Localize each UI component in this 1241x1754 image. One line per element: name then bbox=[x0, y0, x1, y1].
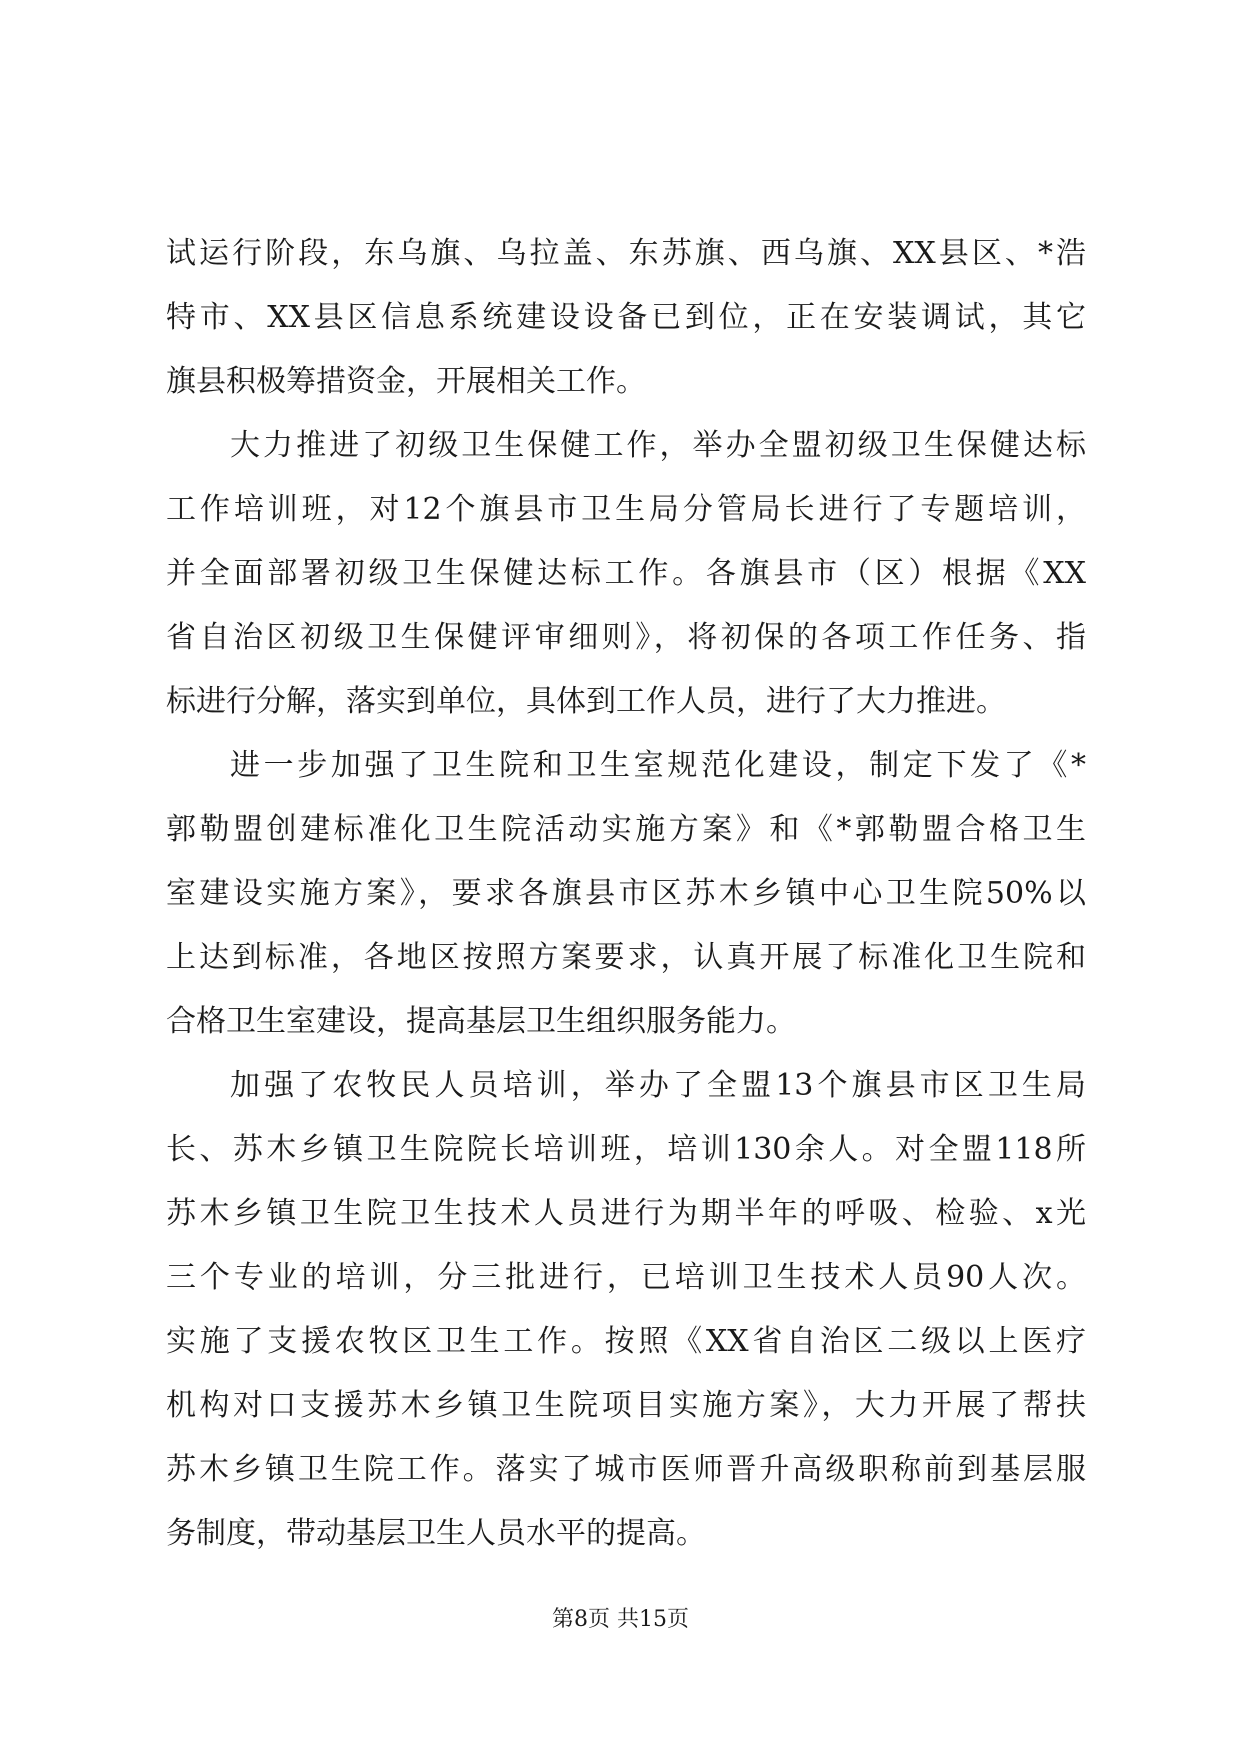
text-line: 苏木乡镇卫生院卫生技术人员进行为期半年的呼吸、检验、x光 bbox=[166, 1196, 1086, 1231]
page-footer bbox=[0, 1605, 1241, 1635]
text-line: 并全面部署初级卫生保健达标工作。各旗县市（区）根据《XX bbox=[166, 556, 1086, 591]
text-line: 合格卫生室建设，提高基层卫生组织服务能力。 bbox=[166, 1004, 796, 1039]
paragraph bbox=[166, 734, 1086, 1054]
text-line: 苏木乡镇卫生院工作。落实了城市医师晋升高级职称前到基层服 bbox=[166, 1452, 1086, 1487]
paragraph bbox=[166, 414, 1086, 734]
page-number-label: 第8页 共15页 bbox=[552, 1607, 689, 1632]
text-line: 大力推进了初级卫生保健工作，举办全盟初级卫生保健达标 bbox=[230, 428, 1086, 463]
text-line: 务制度，带动基层卫生人员水平的提高。 bbox=[166, 1516, 706, 1551]
text-line: 上达到标准，各地区按照方案要求，认真开展了标准化卫生院和 bbox=[166, 940, 1086, 975]
text-line: 实施了支援农牧区卫生工作。按照《XX省自治区二级以上医疗 bbox=[166, 1324, 1086, 1359]
paragraph bbox=[166, 222, 1086, 414]
paragraph bbox=[166, 1054, 1086, 1566]
text-line: 机构对口支援苏木乡镇卫生院项目实施方案》，大力开展了帮扶 bbox=[166, 1388, 1086, 1423]
text-line: 三个专业的培训，分三批进行，已培训卫生技术人员90人次。 bbox=[166, 1260, 1086, 1295]
text-line: 省自治区初级卫生保健评审细则》，将初保的各项工作任务、指 bbox=[166, 620, 1086, 655]
text-line: 室建设实施方案》，要求各旗县市区苏木乡镇中心卫生院50%以 bbox=[166, 876, 1086, 911]
text-line: 加强了农牧民人员培训，举办了全盟13个旗县市区卫生局 bbox=[230, 1068, 1086, 1103]
text-line: 试运行阶段，东乌旗、乌拉盖、东苏旗、西乌旗、XX县区、*浩 bbox=[166, 236, 1086, 271]
text-line: 进一步加强了卫生院和卫生室规范化建设，制定下发了《* bbox=[230, 748, 1086, 783]
text-line: 标进行分解，落实到单位，具体到工作人员，进行了大力推进。 bbox=[166, 684, 1006, 719]
text-line: 郭勒盟创建标准化卫生院活动实施方案》和《*郭勒盟合格卫生 bbox=[166, 812, 1086, 847]
body-text bbox=[166, 222, 1086, 1566]
text-line: 旗县积极筹措资金，开展相关工作。 bbox=[166, 364, 646, 399]
text-line: 长、苏木乡镇卫生院院长培训班，培训130余人。对全盟118所 bbox=[166, 1132, 1086, 1167]
text-line: 工作培训班，对12个旗县市卫生局分管局长进行了专题培训， bbox=[166, 492, 1086, 527]
text-line: 特市、XX县区信息系统建设设备已到位，正在安装调试，其它 bbox=[166, 300, 1086, 335]
